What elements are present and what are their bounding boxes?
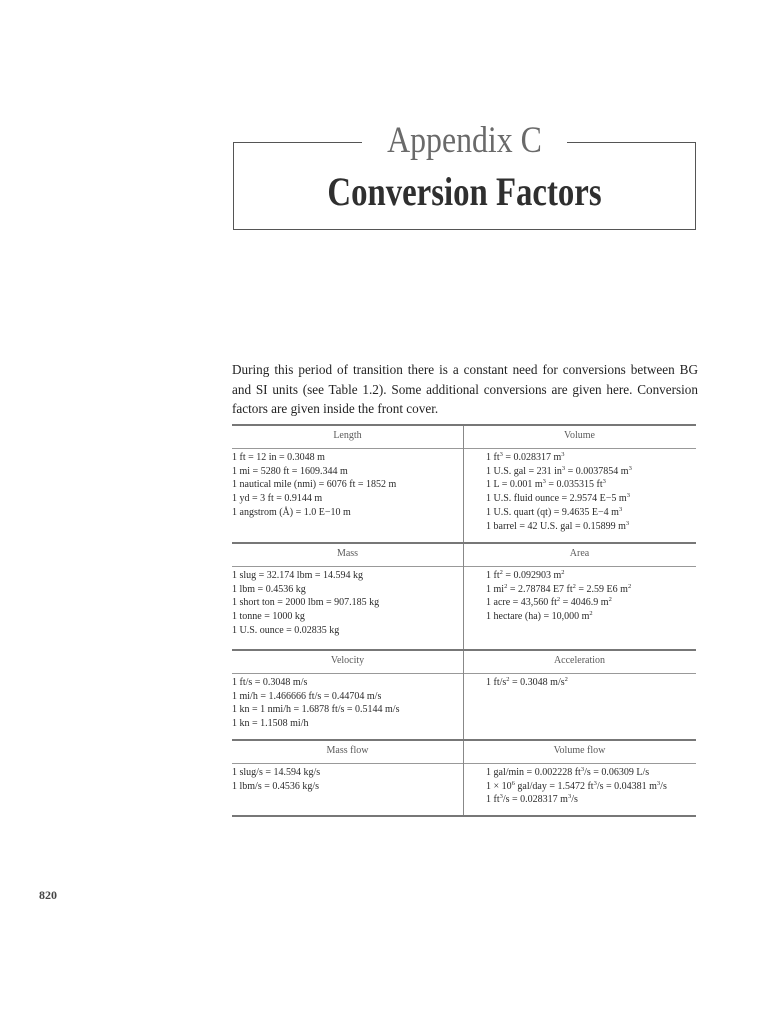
conversion-entry-right: 1 hectare (ha) = 10,000 $m^2$ (486, 610, 593, 623)
conversion-entry-left: 1 kn = 1.1508 mi/h (232, 718, 309, 730)
conversion-entry-right: 1 acre = 43,560 $ft^2 = 4046.9$ $m^2$ (486, 596, 612, 609)
conversion-entry-left: 1 yd = 3 ft = 0.9144 m (232, 493, 323, 505)
conversion-entry-right: 1 $ft^3 = 0.028317$ $m^3$ (486, 451, 565, 463)
section-heading-right: Volume flow (553, 745, 606, 756)
section-heading-right: Area (569, 548, 590, 559)
conversion-entry-left: 1 slug/s = 14.594 kg/s (232, 767, 321, 778)
section-heading-left: Length (333, 430, 362, 441)
conversion-entry-left: 1 kn = 1 nmi/h = 1.6878 ft/s = 0.5144 m/s (232, 704, 400, 716)
section-heading-left: Mass (336, 548, 359, 559)
header-rule (232, 673, 696, 674)
chapter-title: Conversion Factors (327, 169, 602, 214)
column-divider (463, 426, 464, 542)
conversion-entry-left: 1 short ton = 2000 lbm = 907.185 kg (232, 597, 380, 609)
conversion-entry-left: 1 nautical mile (nmi) = 6076 ft = 1852 m (232, 479, 397, 491)
column-divider (463, 741, 464, 815)
appendix-title: Appendix C (387, 120, 542, 161)
conversion-entry-right: 1 gal/min = 0.002228 $ft^3/s = 0.06309$ L/s (486, 766, 650, 778)
conversion-entry-right: 1 $mi^2 = 2.78784$ E7 $ft^2 = 2.59$ E6 $m^2$ (486, 582, 632, 595)
table-section-1 (232, 542, 696, 649)
section-heading-left: Mass flow (326, 745, 369, 756)
conversion-entry-left: 1 lbm/s = 0.4536 kg/s (232, 780, 320, 792)
conversion-entry-right: 1 barrel = 42 U.S. gal = 0.15899 $m^3$ (486, 519, 630, 532)
table-section-3 (232, 739, 696, 815)
intro-paragraph: During this period of transition there is a constant need for conversions between BG and SI units (see Table 1.2). Some additional conversions are given here. Conversion factors are given inside the front cover. (232, 362, 698, 416)
table-section-2 (232, 649, 696, 739)
title-box (233, 120, 696, 230)
conversion-entry-left: 1 lbm = 0.4536 kg (232, 583, 306, 595)
conversion-entry-left: 1 mi = 5280 ft = 1609.344 m (232, 465, 348, 477)
column-divider (463, 544, 464, 649)
column-divider (463, 651, 464, 739)
header-rule (232, 763, 696, 764)
conversion-entry-right: 1 $ft/s^2 = 0.3048$ $m/s^2$ (486, 676, 568, 688)
section-heading-right: Acceleration (553, 655, 606, 666)
section-header (232, 741, 696, 763)
conversion-entry-left: 1 slug = 32.174 lbm = 14.594 kg (232, 570, 364, 581)
table-section-0 (232, 424, 696, 542)
conversion-entry-left: 1 U.S. ounce = 0.02835 kg (232, 624, 340, 636)
conversion-entry-left: 1 ft = 12 in = 0.3048 m (232, 452, 325, 463)
section-heading-right: Volume (564, 430, 595, 441)
header-rule (232, 448, 696, 449)
conversion-entry-right: 1 U.S. fluid ounce = 2.9574 E−5 $m^3$ (486, 492, 630, 505)
conversion-entry-right: 1 U.S. quart (qt) = 9.4635 E−4 $m^3$ (486, 505, 623, 518)
section-header (232, 651, 696, 673)
conversion-entry-left: 1 angstrom (Å) = 1.0 E−10 m (232, 506, 351, 518)
section-heading-left: Velocity (330, 655, 365, 666)
conversion-entry-left: 1 ft/s = 0.3048 m/s (232, 677, 308, 688)
page-number: 820 (39, 888, 57, 902)
header-rule (232, 566, 696, 567)
section-header (232, 544, 696, 566)
conversion-entry-right: $1 \times 10^6$ gal/day = 1.5472 $ft^3/s = 0.04381$ $m^3/s$ (486, 779, 667, 792)
conversion-entry-right: 1 L = 0.001 $m^3 = 0.035315$ $ft^3$ (486, 478, 606, 491)
section-header (232, 426, 696, 448)
table-bottom-rule (232, 815, 696, 817)
conversion-entry-left: 1 mi/h = 1.466666 ft/s = 0.44704 m/s (232, 690, 382, 702)
conversion-entry-right: 1 $ft^2 = 0.092903$ $m^2$ (486, 569, 565, 581)
conversion-entry-right: 1 $ft^3/s = 0.028317$ $m^3/s$ (486, 793, 578, 806)
conversion-entry-left: 1 tonne = 1000 kg (232, 611, 305, 623)
conversion-entry-right: 1 U.S. gal = 231 $in^3 = 0.0037854$ $m^3$ (486, 464, 632, 477)
